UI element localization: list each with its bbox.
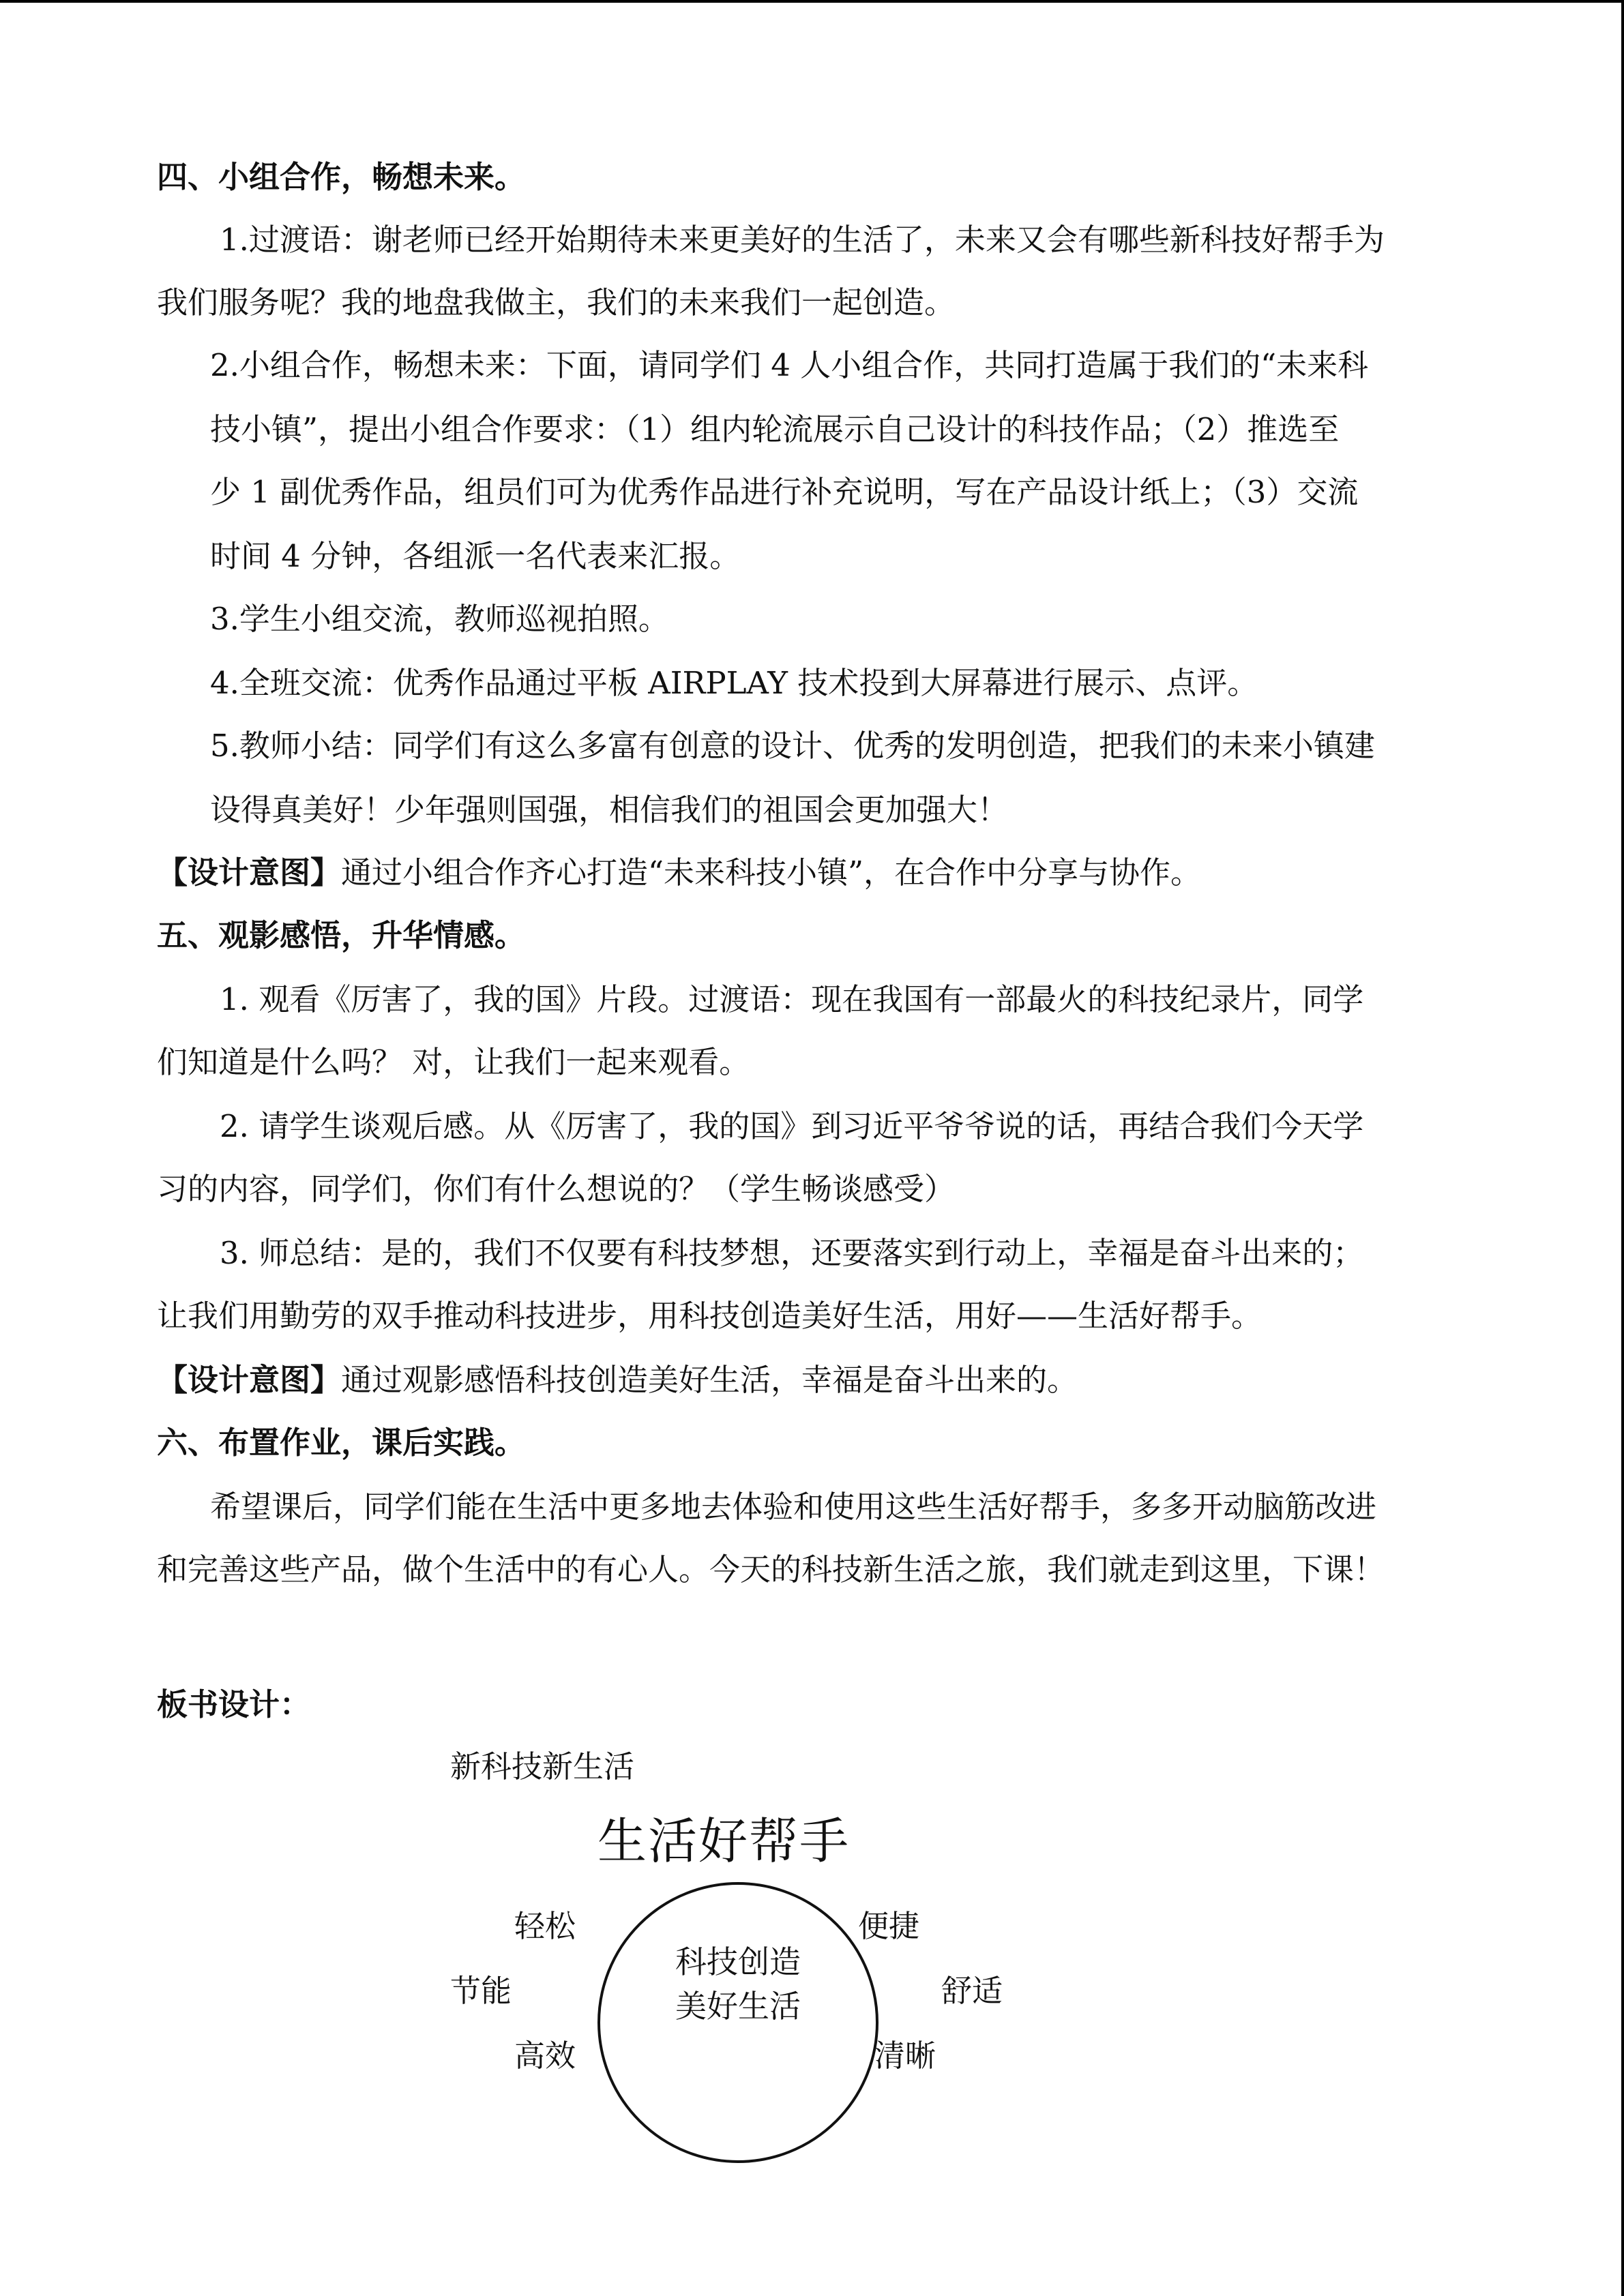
design-intent-label: 【设计意图】 [157, 854, 342, 891]
board-design-heading: 板书设计： [157, 1686, 311, 1723]
section-4-heading: 四、小组合作，畅想未来。 [157, 159, 526, 195]
board-keyword-right-bottom: 清晰 [874, 2038, 936, 2074]
section-4-paragraph-2-line-3: 少 1 副优秀作品，组员们可为优秀作品进行补充说明，写在产品设计纸上；（3）交流 [210, 474, 1359, 510]
board-center-line-1: 科技创造 [675, 1943, 801, 1980]
right-border-rule [1621, 0, 1624, 2296]
board-keyword-left-top: 轻松 [514, 1908, 576, 1944]
section-5-paragraph-3-line-1: 3. 师总结：是的，我们不仅要有科技梦想，还要落实到行动上，幸福是奋斗出来的； [220, 1235, 1364, 1271]
design-intent-text: 通过观影感悟科技创造美好生活，幸福是奋斗出来的。 [341, 1362, 1078, 1398]
section-5-design-intent [157, 1360, 1078, 1401]
board-keyword-left-mid: 节能 [450, 1973, 512, 2009]
section-5-paragraph-2-line-1: 2. 请学生谈观后感。从《厉害了，我的国》到习近平爷爷说的话，再结合我们今天学 [220, 1108, 1364, 1144]
board-subtitle: 新科技新生活 [450, 1748, 635, 1785]
board-title: 生活好帮手 [597, 1813, 851, 1870]
section-6-paragraph-1-line-1: 希望课后，同学们能在生活中更多地去体验和使用这些生活好帮手，多多开动脑筋改进 [210, 1489, 1377, 1525]
section-4-paragraph-1-line-2: 我们服务呢？我的地盘我做主，我们的未来我们一起创造。 [157, 284, 956, 320]
design-intent-text: 通过小组合作齐心打造“未来科技小镇”，在合作中分享与协作。 [341, 854, 1202, 891]
section-4-paragraph-1-line-1: 1.过渡语：谢老师已经开始期待未来更美好的生活了，未来又会有哪些新科技好帮手为 [220, 222, 1385, 258]
section-4-paragraph-2-line-4: 时间 4 分钟，各组派一名代表来汇报。 [210, 538, 741, 574]
section-6-paragraph-1-line-2: 和完善这些产品，做个生活中的有心人。今天的科技新生活之旅，我们就走到这里，下课！ [157, 1551, 1385, 1587]
section-5-paragraph-1-line-1: 1. 观看《厉害了，我的国》片段。过渡语：现在我国有一部最火的科技纪录片，同学 [220, 981, 1364, 1017]
section-4-design-intent [157, 852, 1201, 893]
section-5-heading: 五、观影感悟，升华情感。 [157, 917, 526, 953]
board-keyword-left-bottom: 高效 [514, 2038, 576, 2074]
section-6-heading: 六、布置作业，课后实践。 [157, 1425, 526, 1461]
section-5-paragraph-1-line-2: 们知道是什么吗？ 对，让我们一起来观看。 [157, 1044, 750, 1080]
section-4-paragraph-5-line-2: 设得真美好！少年强则国强，相信我们的祖国会更加强大！ [210, 792, 1009, 828]
section-5-paragraph-3-line-2: 让我们用勤劳的双手推动科技进步，用科技创造美好生活，用好——生活好帮手。 [157, 1298, 1263, 1334]
section-5-paragraph-2-line-2: 习的内容，同学们，你们有什么想说的？（学生畅谈感受） [157, 1171, 956, 1207]
section-4-paragraph-2-line-2: 技小镇”，提出小组合作要求：（1）组内轮流展示自己设计的科技作品；（2）推选至 [210, 411, 1340, 447]
board-center-line-2: 美好生活 [675, 1988, 801, 2025]
section-4-paragraph-5-line-1: 5.教师小结：同学们有这么多富有创意的设计、优秀的发明创造，把我们的未来小镇建 [210, 728, 1375, 764]
section-4-paragraph-3: 3.学生小组交流，教师巡视拍照。 [210, 601, 669, 637]
section-4-paragraph-4: 4.全班交流：优秀作品通过平板 AIRPLAY 技术投到大屏幕进行展示、点评。 [210, 665, 1258, 701]
top-border-rule [0, 0, 1624, 3]
board-keyword-right-top: 便捷 [858, 1908, 920, 1944]
board-keyword-right-mid: 舒适 [941, 1973, 1003, 2009]
section-4-paragraph-2-line-1: 2.小组合作，畅想未来：下面，请同学们 4 人小组合作，共同打造属于我们的“未来科 [210, 347, 1369, 383]
design-intent-label: 【设计意图】 [157, 1362, 342, 1398]
